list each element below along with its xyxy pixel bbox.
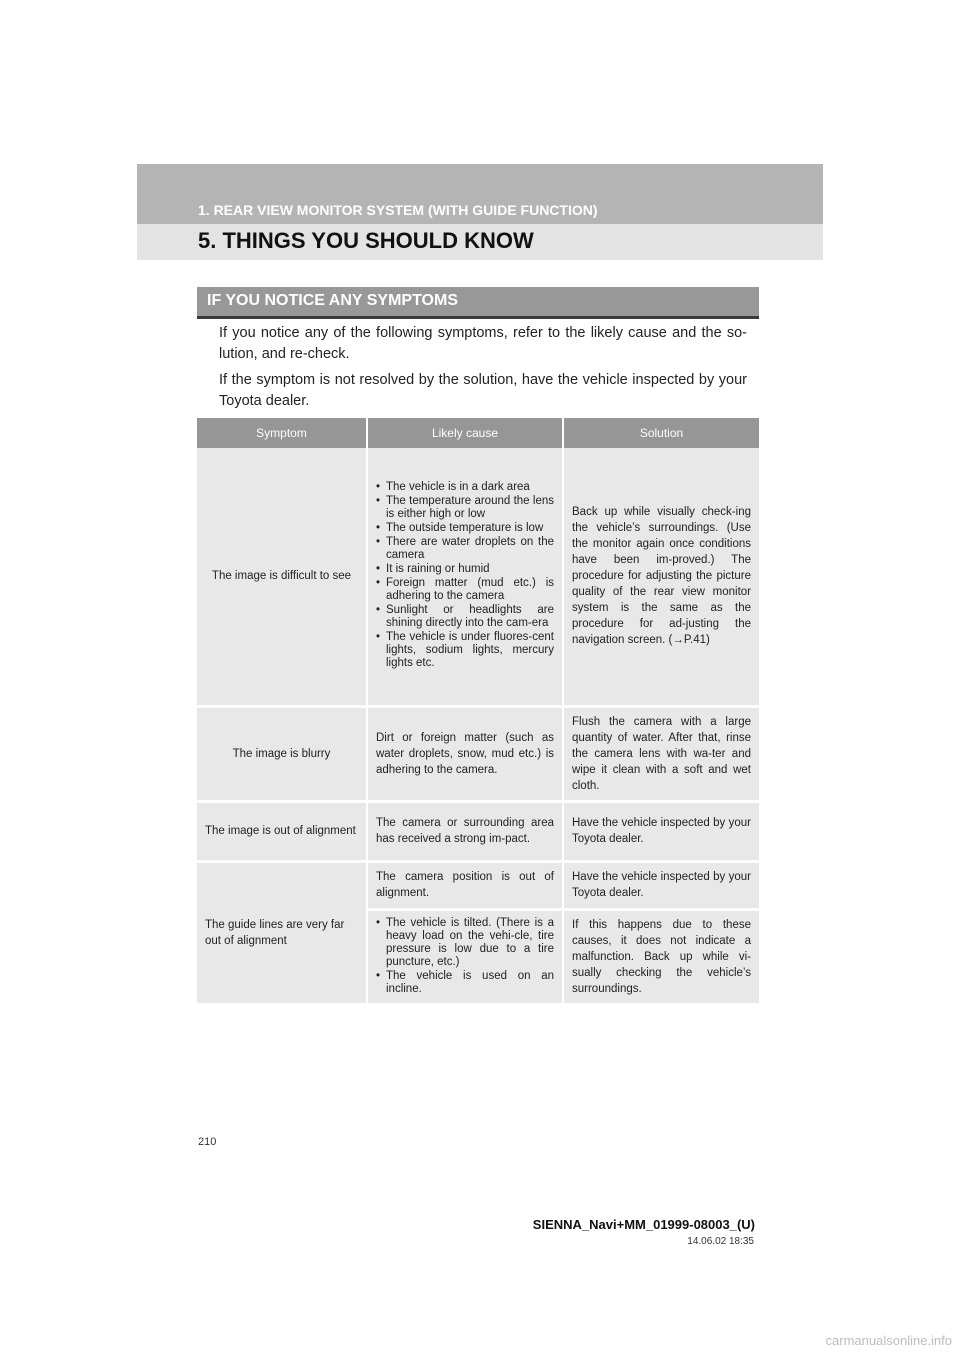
table-row — [197, 861, 759, 909]
cause-cell — [367, 909, 563, 1004]
solution-cell: Have the vehicle inspected by your Toyota dealer. — [563, 801, 759, 861]
symptom-cell: The image is blurry — [197, 706, 367, 801]
list-item: • Foreign matter (mud etc.) is adhering to the camera — [376, 577, 554, 603]
cause-cell — [367, 448, 563, 706]
document-date: 14.06.02 18:35 — [687, 1236, 754, 1247]
intro-paragraph-1: If you notice any of the following symptoms, refer to the likely cause and the so-lution, and re-check. — [219, 325, 747, 362]
list-item: • The vehicle is used on an incline. — [376, 970, 554, 996]
list-item: • The temperature around the lens is either high or low — [376, 495, 554, 521]
table-row — [197, 706, 759, 801]
solution-cell: Flush the camera with a large quantity of water. After that, rinse the camera lens with wa-ter and wipe it clean with a soft and wet cloth. — [563, 706, 759, 801]
solution-cell: Back up while visually check-ing the vehicle’s surroundings. (Use the monitor again once conditions have been im-proved.) The procedure for adjusting the picture quality of the rear view monitor system is the same as the procedure for ad-justing the navigation screen. (→P.41) — [563, 448, 759, 706]
watermark: carmanualsonline.info — [825, 1333, 952, 1348]
cause-cell: Dirt or foreign matter (such as water droplets, snow, mud etc.) is adhering to the camera. — [367, 706, 563, 801]
list-item: • It is raining or humid — [376, 563, 554, 576]
table-row — [197, 448, 759, 706]
header-solution: Solution — [563, 418, 759, 448]
solution-cell: Have the vehicle inspected by your Toyota dealer. — [563, 861, 759, 909]
table-row — [197, 801, 759, 861]
section-label: 1. REAR VIEW MONITOR SYSTEM (WITH GUIDE FUNCTION) — [198, 202, 598, 218]
symptom-cell: The image is difficult to see — [197, 448, 367, 706]
cause-cell: The camera position is out of alignment. — [367, 861, 563, 909]
list-item: • The vehicle is tilted. (There is a heavy load on the vehi-cle, tire pressure is low due to a tire puncture, etc.) — [376, 917, 554, 969]
list-item: • The outside temperature is low — [376, 522, 554, 535]
symptoms-table — [197, 418, 759, 1006]
table-header-row — [197, 418, 759, 448]
cause-cell: The camera or surrounding area has received a strong im-pact. — [367, 801, 563, 861]
header-likely-cause: Likely cause — [367, 418, 563, 448]
cause-list — [376, 917, 554, 996]
page-number: 210 — [198, 1136, 217, 1148]
intro-paragraph-2: If the symptom is not resolved by the solution, have the vehicle inspected by your Toyota dealer. — [219, 372, 747, 409]
symptom-cell: The guide lines are very far out of alignment — [197, 861, 367, 1004]
document-code: SIENNA_Navi+MM_01999-08003_(U) — [532, 1217, 755, 1232]
list-item: • The vehicle is in a dark area — [376, 481, 554, 494]
subsection-heading — [197, 287, 759, 319]
list-item: • Sunlight or headlights are shining directly into the cam-era — [376, 604, 554, 630]
list-item: • The vehicle is under fluores-cent lights, sodium lights, mercury lights etc. — [376, 631, 554, 670]
subsection-title: IF YOU NOTICE ANY SYMPTOMS — [207, 292, 458, 309]
symptom-cell: The image is out of alignment — [197, 801, 367, 861]
cause-list — [376, 481, 554, 670]
list-item: • There are water droplets on the camera — [376, 536, 554, 562]
solution-cell: If this happens due to these causes, it does not indicate a malfunction. Back up while vi-sually checking the vehicle’s surroundings. — [563, 909, 759, 1004]
header-symptom: Symptom — [197, 418, 367, 448]
page-title: 5. THINGS YOU SHOULD KNOW — [198, 228, 534, 253]
